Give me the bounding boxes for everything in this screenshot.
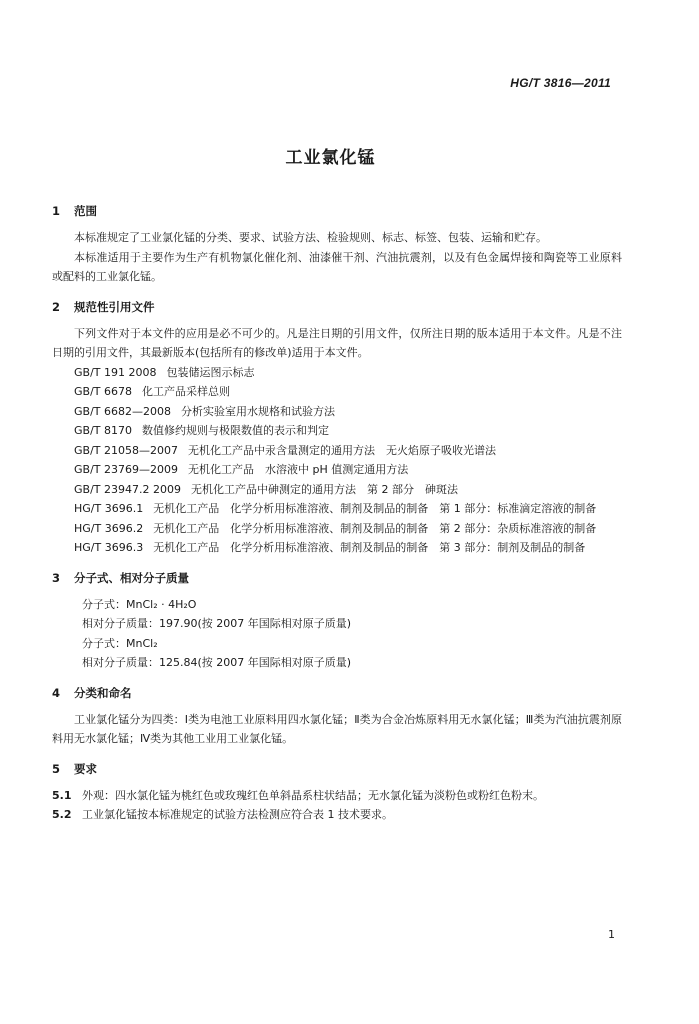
molecular-mass-2: 相对分子质量：125.84(按 2007 年国际相对原子质量) [82,656,352,669]
reference-item: GB/T 6678 化工产品采样总则 [74,385,230,398]
section-number: 1 [52,204,61,218]
standard-code: HG/T 3816—2011 [510,76,611,90]
requirement-item: 5.1 外观：四水氯化锰为桃红色或玫瑰红色单斜晶系柱状结晶；无水氯化锰为淡粉色或粉红色粉末。 [52,788,544,802]
page-number: 1 [608,928,615,941]
section-3-heading [52,569,622,588]
references-intro: 下列文件对于本文件的应用是必不可少的。凡是注日期的引用文件，仅所注日期的版本适用于本文件。凡是不注日期的引用文件，其最新版本(包括所有的修改单)适用于本文件。 [52,326,622,359]
reference-item: HG/T 3696.1 无机化工产品 化学分析用标准溶液、制剂及制品的制备 第 1 部分：标准滴定溶液的制备 [74,502,597,515]
reference-item: GB/T 6682—2008 分析实验室用水规格和试验方法 [74,404,335,418]
reference-item: GB/T 23769—2009 无机化工产品 水溶液中 pH 值测定通用方法 [74,463,409,476]
reference-item: HG/T 3696.2 无机化工产品 化学分析用标准溶液、制剂及制品的制备 第 2 部分：杂质标准溶液的制备 [74,521,597,535]
scope-paragraph-2: 本标准适用于主要作为生产有机物氯化催化剂、油漆催干剂、汽油抗震剂，以及有色金属焊接和陶瓷等工业原料或配料的工业氯化锰。 [52,250,622,283]
requirement-item: 5.2 工业氯化锰按本标准规定的试验方法检测应符合表 1 技术要求。 [52,808,393,821]
section-title: 分类和命名 [74,685,132,700]
section-2-heading [52,298,622,317]
molecular-mass-1: 相对分子质量：197.90(按 2007 年国际相对原子质量) [82,617,352,630]
reference-item: GB/T 21058—2007 无机化工产品中汞含量测定的通用方法 无火焰原子吸收光谱法 [74,443,496,457]
scope-paragraph-1: 本标准规定了工业氯化锰的分类、要求、试验方法、检验规则、标志、标签、包装、运输和贮存。 [74,231,547,244]
section-number: 4 [52,685,61,700]
section-title: 规范性引用文件 [74,299,155,314]
section-1-heading [52,202,622,221]
classification-paragraph: 工业氯化锰分为四类：Ⅰ类为电池工业原料用四水氯化锰；Ⅱ类为合金冶炼原料用无水氯化锰；Ⅲ类为汽油抗震剂原料用无水氯化锰；Ⅳ类为其他工业用工业氯化锰。 [52,712,622,745]
reference-item: HG/T 3696.3 无机化工产品 化学分析用标准溶液、制剂及制品的制备 第 3 部分：制剂及制品的制备 [74,541,586,554]
section-5-heading [52,760,622,779]
section-number: 3 [52,570,61,585]
reference-item: GB/T 23947.2 2009 无机化工产品中砷测定的通用方法 第 2 部分 砷斑法 [74,482,458,496]
section-title: 要求 [74,761,97,776]
document-body [52,202,622,825]
document-title: 工业氯化锰 [285,148,376,168]
section-title: 范围 [74,204,97,218]
molecular-formula-1: 分子式：MnCl₂ · 4H₂O [82,597,197,611]
section-title: 分子式、相对分子质量 [74,570,189,585]
section-number: 2 [52,299,61,314]
section-4-heading [52,684,622,703]
section-number: 5 [52,761,61,776]
molecular-formula-2: 分子式：MnCl₂ [82,636,158,650]
reference-item: GB/T 8170 数值修约规则与极限数值的表示和判定 [74,424,329,437]
reference-item: GB/T 191 2008 包装储运图示标志 [74,365,255,379]
